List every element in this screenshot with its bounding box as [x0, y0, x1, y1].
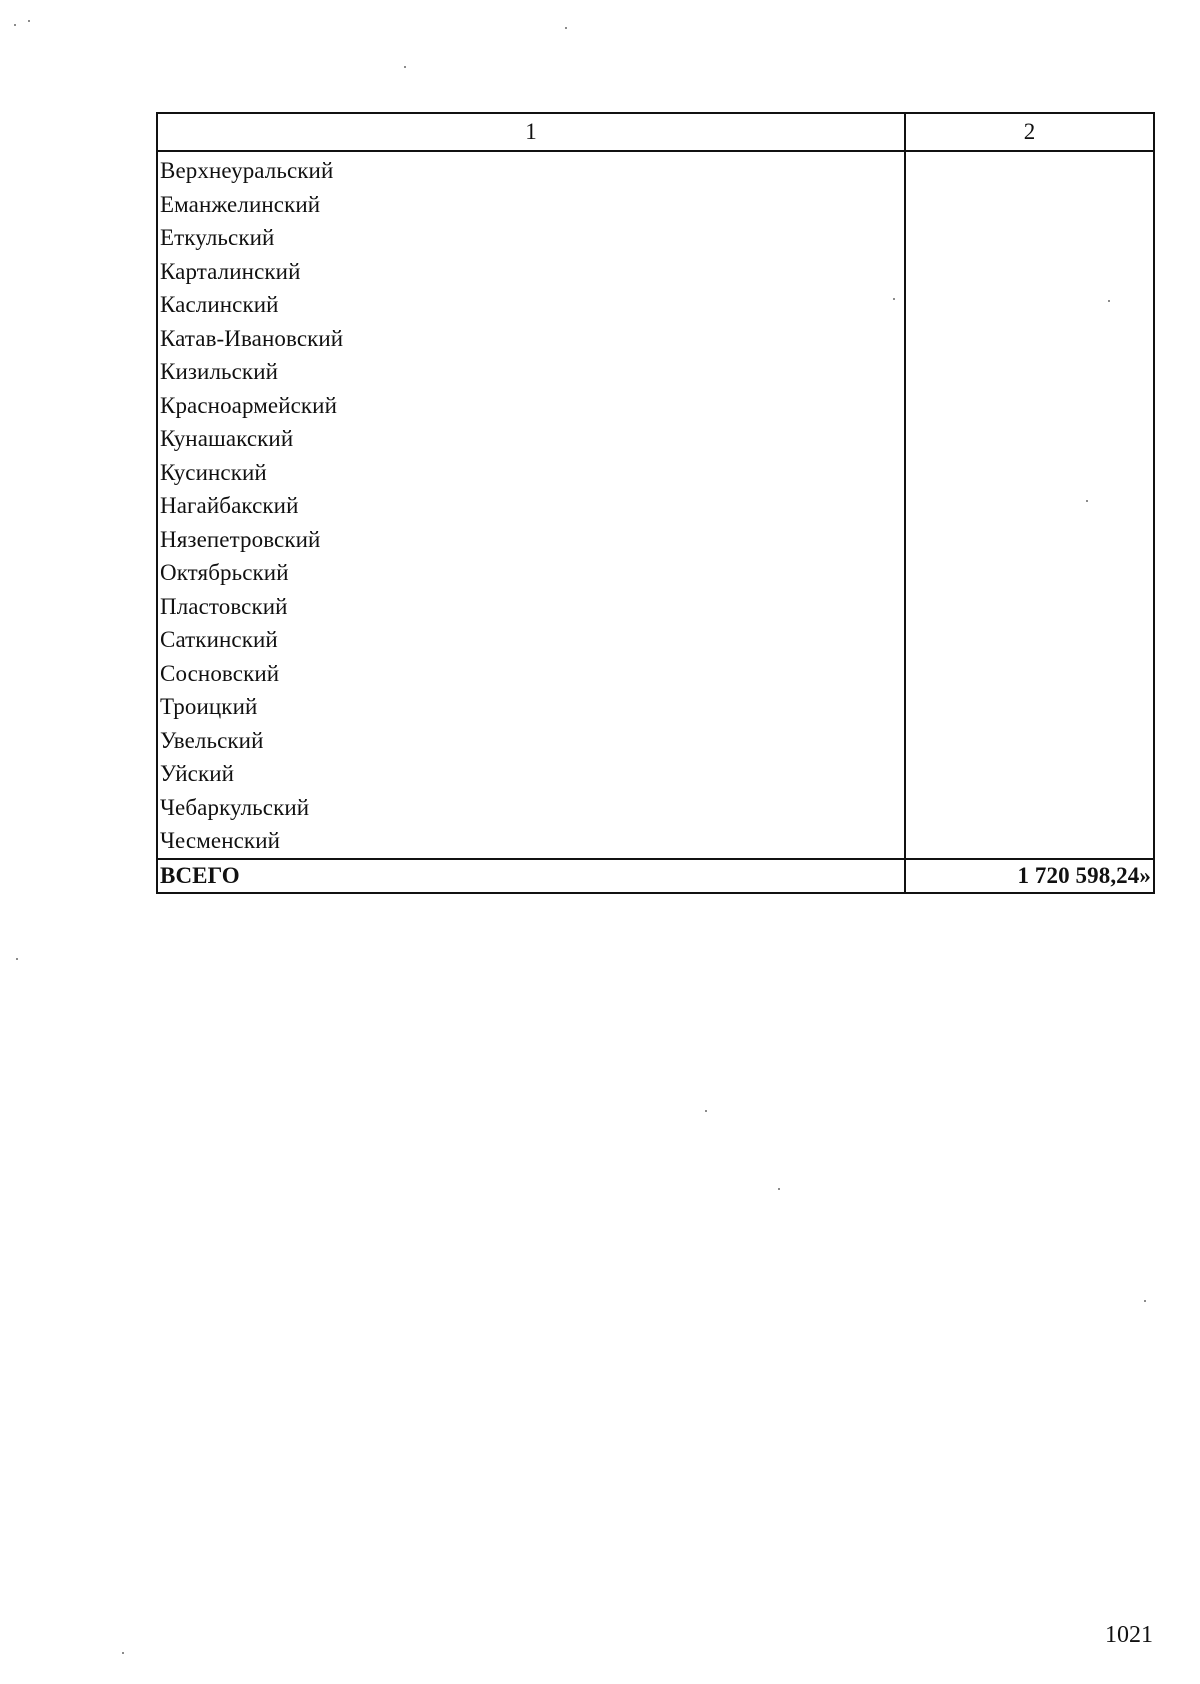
table-row	[157, 288, 1154, 322]
table-row	[157, 389, 1154, 423]
column-header-2: 2	[905, 113, 1154, 151]
district-name: Катав-Ивановский	[157, 322, 905, 356]
district-value	[905, 590, 1154, 624]
district-name: Уйский	[157, 757, 905, 791]
district-name: Нагайбакский	[157, 489, 905, 523]
district-name: Октябрьский	[157, 556, 905, 590]
district-value	[905, 724, 1154, 758]
scan-speck	[122, 1652, 124, 1654]
district-value	[905, 389, 1154, 423]
district-name: Нязепетровский	[157, 523, 905, 557]
scan-speck	[778, 1188, 780, 1190]
table-row	[157, 590, 1154, 624]
scan-speck	[705, 1110, 707, 1112]
district-value	[905, 556, 1154, 590]
district-name: Красноармейский	[157, 389, 905, 423]
scan-speck	[565, 27, 567, 29]
district-name: Саткинский	[157, 623, 905, 657]
district-value	[905, 690, 1154, 724]
table-row	[157, 489, 1154, 523]
district-value	[905, 657, 1154, 691]
column-header-1: 1	[157, 113, 905, 151]
scan-speck	[404, 66, 406, 68]
district-name: Троицкий	[157, 690, 905, 724]
table-row	[157, 456, 1154, 490]
district-name: Увельский	[157, 724, 905, 758]
total-value: 1 720 598,24»	[905, 859, 1154, 893]
scan-speck	[893, 298, 895, 300]
district-value	[905, 151, 1154, 188]
district-name: Каслинский	[157, 288, 905, 322]
table-row	[157, 355, 1154, 389]
district-value	[905, 322, 1154, 356]
table-row	[157, 791, 1154, 825]
district-value	[905, 355, 1154, 389]
district-value	[905, 255, 1154, 289]
table-row	[157, 690, 1154, 724]
scan-speck	[1108, 300, 1110, 302]
table-row	[157, 255, 1154, 289]
district-value	[905, 791, 1154, 825]
district-name: Карталинский	[157, 255, 905, 289]
table-row	[157, 523, 1154, 557]
total-label: ВСЕГО	[157, 859, 905, 893]
district-value	[905, 623, 1154, 657]
table-row	[157, 623, 1154, 657]
district-name: Верхнеуральский	[157, 151, 905, 188]
table-row	[157, 556, 1154, 590]
district-name: Чебаркульский	[157, 791, 905, 825]
table-row	[157, 188, 1154, 222]
district-value	[905, 456, 1154, 490]
district-name: Кизильский	[157, 355, 905, 389]
district-table	[156, 112, 1155, 894]
table-row	[157, 151, 1154, 188]
district-value	[905, 757, 1154, 791]
table-body	[157, 151, 1154, 859]
district-name: Еманжелинский	[157, 188, 905, 222]
scan-speck	[28, 20, 30, 22]
scan-speck	[1144, 1300, 1146, 1302]
table-row	[157, 724, 1154, 758]
district-value	[905, 489, 1154, 523]
header-row	[157, 113, 1154, 151]
district-value	[905, 523, 1154, 557]
district-value	[905, 288, 1154, 322]
scan-speck	[14, 24, 16, 26]
table-row	[157, 221, 1154, 255]
district-value	[905, 188, 1154, 222]
district-name: Сосновский	[157, 657, 905, 691]
table-row	[157, 657, 1154, 691]
district-value	[905, 422, 1154, 456]
table-row	[157, 757, 1154, 791]
table-row	[157, 322, 1154, 356]
district-value	[905, 221, 1154, 255]
district-name: Пластовский	[157, 590, 905, 624]
page-number: 1021	[1105, 1622, 1153, 1648]
scan-speck	[1086, 500, 1088, 502]
district-value	[905, 824, 1154, 859]
scan-speck	[16, 958, 18, 960]
district-name: Чесменский	[157, 824, 905, 859]
total-row	[157, 859, 1154, 893]
district-name: Кусинский	[157, 456, 905, 490]
table-row	[157, 824, 1154, 859]
district-name: Кунашакский	[157, 422, 905, 456]
district-name: Еткульский	[157, 221, 905, 255]
table-row	[157, 422, 1154, 456]
